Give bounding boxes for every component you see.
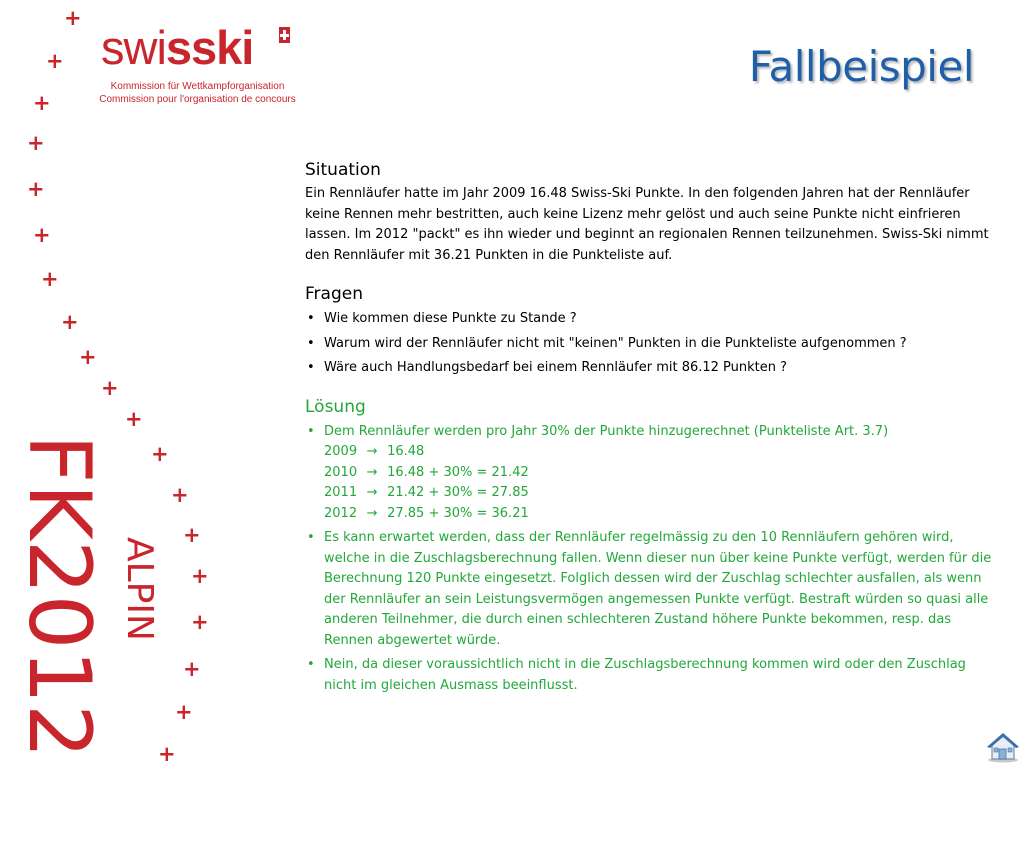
cross-icon: +: [158, 742, 176, 766]
arrow-right-icon: →: [366, 464, 378, 480]
calc-row: 2011 → 21.42 + 30% = 27.85: [324, 483, 995, 504]
alpin-vertical-label: ALPIN: [119, 537, 160, 641]
cross-icon: +: [64, 6, 82, 30]
list-item: • Wäre auch Handlungsbedarf bei einem Rennläufer mit 86.12 Punkten ?: [305, 358, 995, 379]
logo-wordmark: swisski: [101, 21, 254, 74]
cross-icon: +: [191, 610, 209, 634]
cross-icon: +: [61, 310, 79, 334]
fragen-section: [305, 282, 995, 379]
cross-icon: +: [27, 177, 45, 201]
cross-icon: +: [41, 267, 59, 291]
cross-icon: +: [46, 49, 64, 73]
cross-icon: +: [33, 223, 51, 247]
list-item: • Nein, da dieser voraussichtlich nicht in die Zuschlagsberechnung kommen wird oder den Zuschlag nicht im gleichen Ausmass beeinflusst.: [305, 655, 995, 696]
situation-heading: Situation: [305, 160, 381, 180]
arrow-right-icon: →: [366, 444, 378, 459]
list-item: • Es kann erwartet werden, dass der Rennläufer regelmässig zu den 10 Rennläufern gehören wird, welche in die Zuschlagsberechnung fallen. Wenn dieser nun über keine Punkte verfügt, werden für die Berechnung 120 Punkte eingesetzt. Folglich dessen wird der Zuschlag schlechter ausfallen, als wenn der Rennläufer an sein Leistungsvermögen angemessen Punkte verfügt. Bestraft würden so quasi alle anderen Teilnehmer, die durch einen schlechteren Zustand höhere Punkte bekommen, resp. das Rennen abgewertet würde.: [305, 528, 995, 651]
loesung-section: [305, 395, 995, 697]
cross-icon: +: [183, 523, 201, 547]
cross-icon: +: [79, 345, 97, 369]
loesung-item-1: Dem Rennläufer werden pro Jahr 30% der Punkte hinzugerechnet (Punkteliste Art. 3.7): [324, 423, 889, 439]
logo-subtitle-de: Kommission für Wettkampforganisation: [110, 81, 285, 92]
situation-text: Ein Rennläufer hatte im Jahr 2009 16.48 Swiss-Ski Punkte. In den folgenden Jahren hat der Rennläufer keine Rennen mehr bestritten, auch keine Lizenz mehr gelöst und auch seine Punkte nicht einfrieren lassen. Im 2012 "packt" es ihn wieder und beginnt an regionalen Rennen teilzunehmen. Swiss-Ski nimmt den Rennläufer mit 36.21 Punkten in die Punkteliste auf.: [305, 186, 989, 263]
list-item: • Warum wird der Rennläufer nicht mit "keinen" Punkten in die Punkteliste aufgenommen ?: [305, 334, 995, 355]
cross-icon: +: [151, 442, 169, 466]
cross-icon: +: [33, 91, 51, 115]
home-button[interactable]: [986, 731, 1020, 763]
fragen-heading: Fragen: [305, 284, 363, 304]
slide-title: Fallbeispiel: [748, 42, 974, 91]
cross-icon: +: [27, 131, 45, 155]
cross-icon: +: [171, 483, 189, 507]
cross-icon: +: [125, 407, 143, 431]
arrow-right-icon: →: [366, 505, 378, 521]
loesung-heading: Lösung: [305, 396, 366, 417]
fk2012-vertical-label: FK2012: [9, 434, 109, 759]
slide-content: [305, 158, 995, 700]
logo-subtitle-fr: Commission pour l'organisation de concours: [99, 94, 296, 105]
calc-row: 2012 → 27.85 + 30% = 36.21: [324, 504, 995, 525]
loesung-list: [305, 422, 995, 697]
cross-icon: +: [183, 657, 201, 681]
swiss-cross-icon: [279, 27, 290, 43]
home-icon: [986, 731, 1020, 763]
fragen-list: [305, 309, 995, 379]
calc-row: 2009 → 16.48: [324, 442, 995, 463]
cross-icon: +: [175, 700, 193, 724]
situation-section: [305, 158, 995, 266]
list-item: • Wie kommen diese Punkte zu Stande ?: [305, 309, 995, 330]
calc-row: 2010 → 16.48 + 30% = 21.42: [324, 463, 995, 484]
swissski-logo: [95, 22, 305, 112]
list-item: [305, 422, 995, 525]
cross-icon: +: [191, 564, 209, 588]
cross-icon: +: [101, 376, 119, 400]
arrow-right-icon: →: [366, 485, 378, 500]
